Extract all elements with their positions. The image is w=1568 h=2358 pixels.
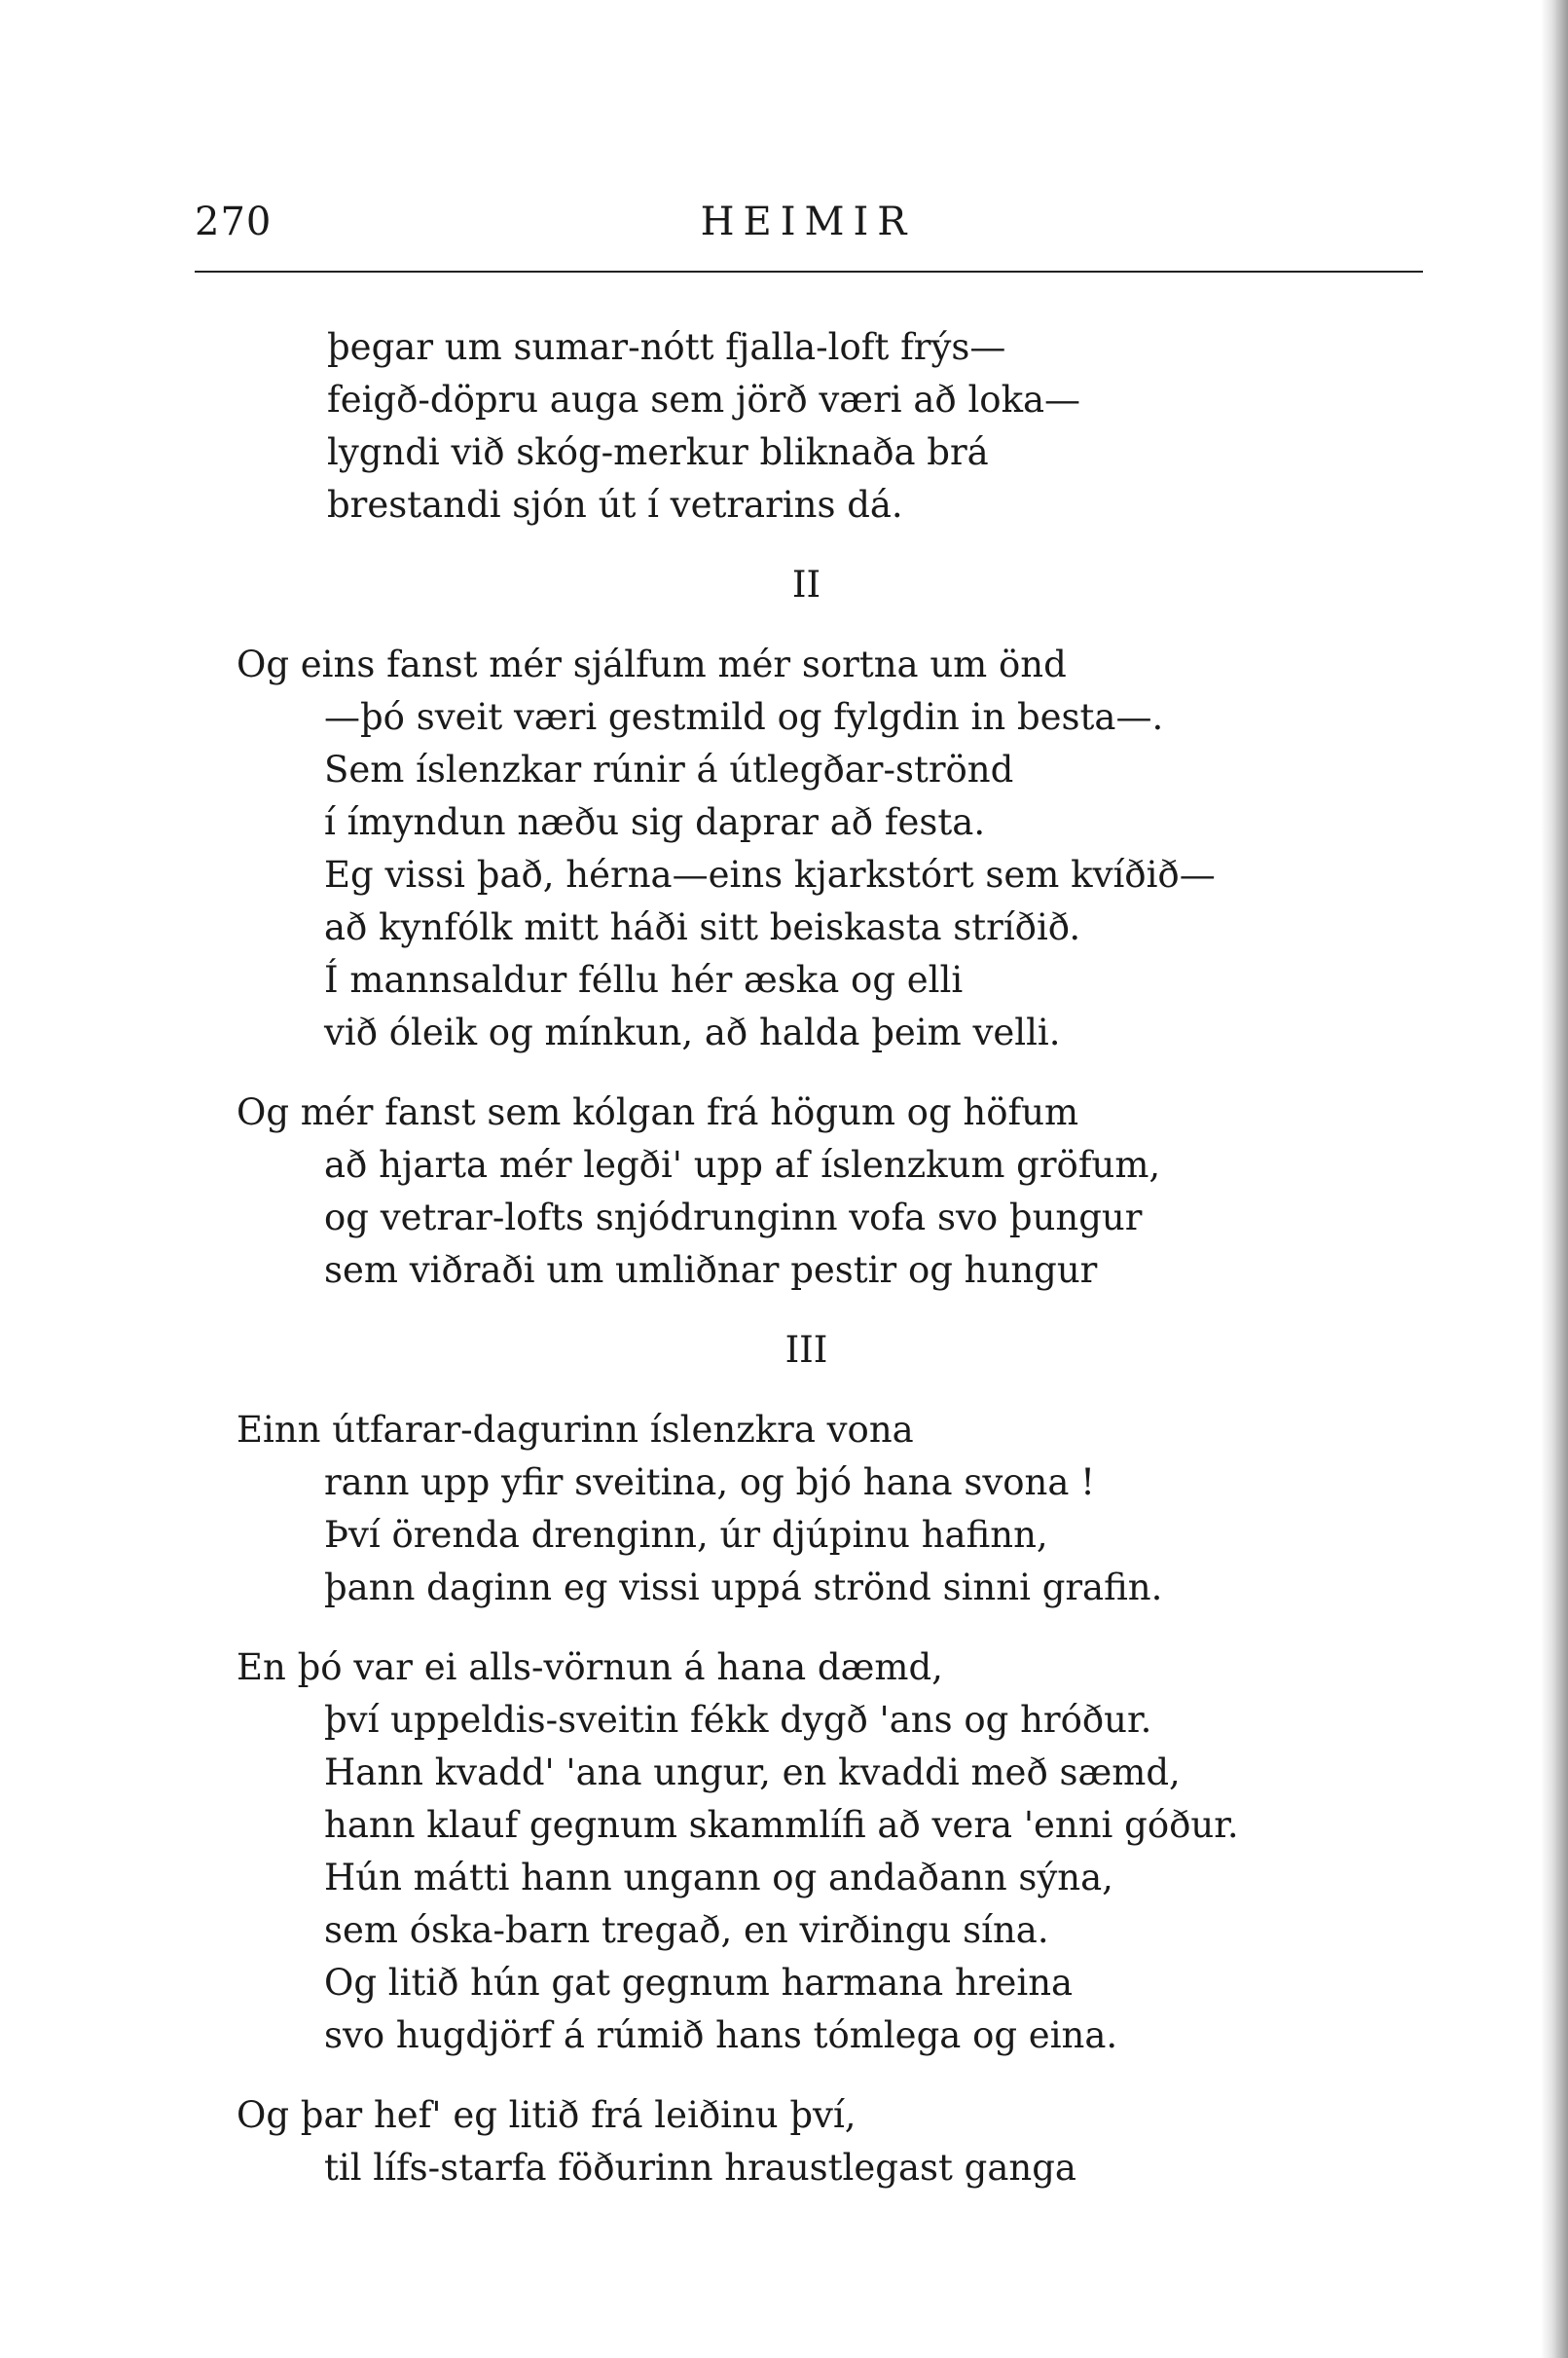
verse-line: í ímyndun næðu sig daprar að festa.	[324, 801, 986, 843]
running-head: HEIMIR	[700, 200, 916, 244]
verse-line: því uppeldis-sveitin fékk dygð 'ans og hróður.	[324, 1699, 1152, 1741]
verse-line: Einn útfarar-dagurinn íslenzkra vona	[237, 1409, 914, 1451]
section-numeral-iii: III	[784, 1329, 828, 1371]
verse-line: Því örenda drenginn, úr djúpinu hafinn,	[324, 1514, 1048, 1556]
verse-line: Hún mátti hann ungann og andaðann sýna,	[324, 1857, 1113, 1898]
stanza	[0, 1404, 1568, 1614]
poem-body	[0, 321, 1568, 2194]
verse-line: þann daginn eg vissi uppá strönd sinni grafin.	[324, 1566, 1163, 1608]
header-rule	[195, 271, 1423, 273]
verse-line: —þó sveit væri gestmild og fylgdin in besta—.	[324, 696, 1164, 738]
verse-line: rann upp yfir sveitina, og bjó hana svona !	[324, 1461, 1096, 1503]
verse-line: við óleik og mínkun, að halda þeim velli.	[324, 1012, 1061, 1053]
verse-line: að hjarta mér legði' upp af íslenzkum gröfum,	[324, 1144, 1161, 1186]
verse-line: hann klauf gegnum skammlífi að vera 'enni góður.	[324, 1804, 1239, 1846]
verse-line: sem viðraði um umliðnar pestir og hungur	[324, 1249, 1098, 1291]
verse-line: En þó var ei alls-vörnun á hana dæmd,	[237, 1646, 943, 1688]
stanza	[0, 1641, 1568, 2062]
verse-line: brestandi sjón út í vetrarins dá.	[327, 484, 903, 526]
section-numeral-ii: II	[791, 564, 821, 606]
page-edge-shadow	[1541, 0, 1568, 2358]
verse-line: Eg vissi það, hérna—eins kjarkstórt sem kvíðið—	[324, 854, 1216, 896]
page-header	[195, 200, 1421, 258]
verse-line: Og litið hún gat gegnum harmana hreina	[324, 1962, 1074, 2004]
verse-line: Sem íslenzkar rúnir á útlegðar-strönd	[324, 749, 1014, 791]
verse-line: Í mannsaldur féllu hér æska og elli	[324, 959, 964, 1001]
verse-line: Og mér fanst sem kólgan frá högum og höfum	[237, 1091, 1079, 1133]
stanza	[0, 639, 1568, 1059]
page-number: 270	[195, 200, 273, 244]
verse-line: þegar um sumar-nótt fjalla-loft frýs—	[327, 326, 1006, 368]
verse-line: sem óska-barn tregað, en virðingu sína.	[324, 1909, 1049, 1951]
verse-line: Hann kvadd' 'ana ungur, en kvaddi með sæmd,	[324, 1751, 1181, 1793]
verse-line: Og eins fanst mér sjálfum mér sortna um önd	[237, 644, 1067, 685]
verse-line: feigð-döpru auga sem jörð væri að loka—	[327, 379, 1081, 421]
verse-line: til lífs-starfa föðurinn hraustlegast ganga	[324, 2147, 1076, 2189]
verse-line: að kynfólk mitt háði sitt beiskasta stríðið.	[324, 906, 1081, 948]
verse-line: svo hugdjörf á rúmið hans tómlega og eina.	[324, 2014, 1118, 2056]
stanza	[0, 2089, 1568, 2194]
verse-line: og vetrar-lofts snjódrunginn vofa svo þungur	[324, 1197, 1143, 1238]
verse-line: Og þar hef' eg litið frá leiðinu því,	[237, 2094, 857, 2136]
stanza-continuation	[0, 321, 1568, 532]
verse-line: lygndi við skóg-merkur bliknaða brá	[327, 431, 989, 473]
stanza	[0, 1087, 1568, 1297]
